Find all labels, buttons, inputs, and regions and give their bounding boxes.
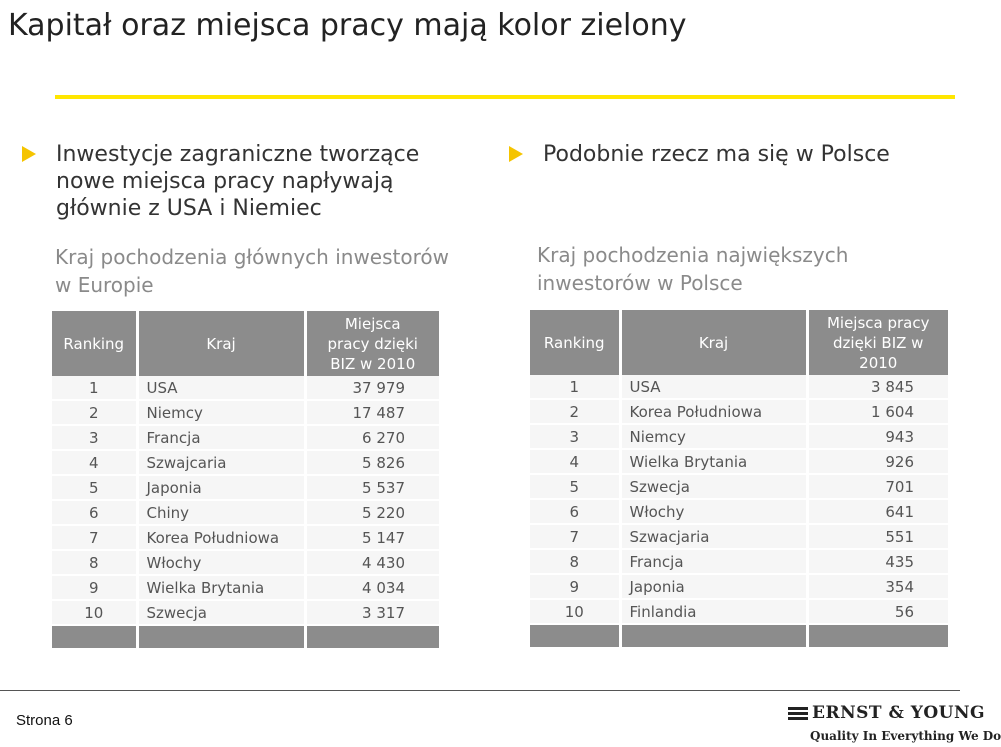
subheading-line: Kraj pochodzenia największych bbox=[537, 243, 849, 267]
table-row bbox=[52, 425, 439, 450]
bullet-arrow-icon bbox=[22, 146, 36, 162]
page-number: Strona 6 bbox=[16, 712, 73, 729]
table-row bbox=[530, 599, 948, 624]
table-row bbox=[530, 499, 948, 524]
jobs-cell: 5 147 bbox=[305, 525, 439, 550]
rank-cell: 5 bbox=[530, 474, 620, 499]
jobs-cell: 37 979 bbox=[305, 376, 439, 400]
footer-cell bbox=[807, 624, 948, 648]
jobs-cell: 56 bbox=[807, 599, 948, 624]
header-line: Miejsca pracy bbox=[826, 313, 930, 332]
bullet-arrow-icon bbox=[509, 146, 523, 162]
jobs-cell: 641 bbox=[807, 499, 948, 524]
rank-cell: 9 bbox=[530, 574, 620, 599]
subheading-line: inwestorów w Polsce bbox=[537, 271, 743, 295]
country-cell: Chiny bbox=[137, 500, 305, 525]
jobs-cell: 5 826 bbox=[305, 450, 439, 475]
ey-logo-icon bbox=[788, 707, 808, 725]
country-cell: Finlandia bbox=[620, 599, 807, 624]
bullet-line: Podobnie rzecz ma się w Polsce bbox=[543, 142, 890, 167]
jobs-cell: 5 220 bbox=[305, 500, 439, 525]
ernst-young-logo bbox=[788, 703, 1001, 747]
europe-investors-table bbox=[52, 311, 439, 650]
country-cell: Korea Południowa bbox=[137, 525, 305, 550]
country-cell: Francja bbox=[137, 425, 305, 450]
rank-cell: 8 bbox=[52, 550, 137, 575]
logo-name: ERNST & YOUNG bbox=[812, 703, 986, 723]
rank-cell: 4 bbox=[52, 450, 137, 475]
jobs-cell: 4 034 bbox=[305, 575, 439, 600]
footer-cell bbox=[530, 624, 620, 648]
rank-cell: 6 bbox=[530, 499, 620, 524]
footer-cell bbox=[620, 624, 807, 648]
country-cell: Wielka Brytania bbox=[137, 575, 305, 600]
table-row bbox=[530, 549, 948, 574]
table-row bbox=[52, 550, 439, 575]
table-row bbox=[530, 399, 948, 424]
rank-cell: 2 bbox=[530, 399, 620, 424]
table-row bbox=[52, 450, 439, 475]
table-row bbox=[52, 600, 439, 625]
jobs-cell: 3 845 bbox=[807, 375, 948, 399]
jobs-cell: 943 bbox=[807, 424, 948, 449]
rank-cell: 3 bbox=[530, 424, 620, 449]
table-row bbox=[530, 524, 948, 549]
country-cell: Włochy bbox=[620, 499, 807, 524]
rank-cell: 1 bbox=[52, 376, 137, 400]
country-cell: Japonia bbox=[620, 574, 807, 599]
jobs-cell: 354 bbox=[807, 574, 948, 599]
jobs-cell: 1 604 bbox=[807, 399, 948, 424]
country-cell: Włochy bbox=[137, 550, 305, 575]
country-cell: Francja bbox=[620, 549, 807, 574]
rank-cell: 7 bbox=[52, 525, 137, 550]
footer-cell bbox=[52, 625, 137, 649]
table-row bbox=[530, 474, 948, 499]
subheading-line: Kraj pochodzenia głównych inwestorów bbox=[55, 245, 449, 269]
country-cell: Wielka Brytania bbox=[620, 449, 807, 474]
jobs-cell: 3 317 bbox=[305, 600, 439, 625]
left-bullet bbox=[56, 141, 419, 222]
jobs-cell: 551 bbox=[807, 524, 948, 549]
footer-cell bbox=[305, 625, 439, 649]
country-cell: Niemcy bbox=[620, 424, 807, 449]
bullet-line: głównie z USA i Niemiec bbox=[56, 196, 322, 221]
footer-divider bbox=[0, 690, 960, 691]
table-row bbox=[52, 525, 439, 550]
poland-investors-table bbox=[530, 310, 948, 649]
rank-cell: 3 bbox=[52, 425, 137, 450]
header-line: dzięki BIZ w bbox=[833, 333, 924, 352]
rank-cell: 10 bbox=[530, 599, 620, 624]
column-header-country: Kraj bbox=[137, 311, 305, 376]
column-header-jobs bbox=[305, 311, 439, 376]
right-bullet bbox=[543, 141, 890, 168]
table-row bbox=[52, 500, 439, 525]
footer-cell bbox=[137, 625, 305, 649]
table-row bbox=[530, 574, 948, 599]
column-header-country: Kraj bbox=[620, 310, 807, 375]
country-cell: USA bbox=[620, 375, 807, 399]
country-cell: USA bbox=[137, 376, 305, 400]
rank-cell: 7 bbox=[530, 524, 620, 549]
rank-cell: 1 bbox=[530, 375, 620, 399]
jobs-cell: 701 bbox=[807, 474, 948, 499]
country-cell: Szwecja bbox=[620, 474, 807, 499]
slide-title: Kapitał oraz miejsca pracy mają kolor zielony bbox=[8, 8, 687, 43]
header-line: 2010 bbox=[859, 353, 898, 372]
rank-cell: 9 bbox=[52, 575, 137, 600]
table-row bbox=[52, 575, 439, 600]
table-row bbox=[530, 449, 948, 474]
column-header-jobs bbox=[807, 310, 948, 375]
jobs-cell: 435 bbox=[807, 549, 948, 574]
left-subheading bbox=[55, 243, 449, 299]
bullet-line: Inwestycje zagraniczne tworzące bbox=[56, 142, 420, 167]
country-cell: Japonia bbox=[137, 475, 305, 500]
table-row bbox=[52, 376, 439, 400]
rank-cell: 10 bbox=[52, 600, 137, 625]
logo-tagline: Quality In Everything We Do bbox=[810, 729, 1001, 743]
header-line: pracy dzięki bbox=[327, 334, 418, 353]
table-row bbox=[52, 400, 439, 425]
subheading-line: w Europie bbox=[55, 273, 154, 297]
jobs-cell: 926 bbox=[807, 449, 948, 474]
country-cell: Szwacjaria bbox=[620, 524, 807, 549]
rank-cell: 6 bbox=[52, 500, 137, 525]
country-cell: Niemcy bbox=[137, 400, 305, 425]
table-row bbox=[52, 475, 439, 500]
right-subheading bbox=[537, 241, 848, 297]
jobs-cell: 6 270 bbox=[305, 425, 439, 450]
header-line: Miejsca bbox=[344, 314, 401, 333]
rank-cell: 2 bbox=[52, 400, 137, 425]
rank-cell: 8 bbox=[530, 549, 620, 574]
rank-cell: 4 bbox=[530, 449, 620, 474]
jobs-cell: 17 487 bbox=[305, 400, 439, 425]
table-row bbox=[530, 375, 948, 399]
country-cell: Szwajcaria bbox=[137, 450, 305, 475]
table-row bbox=[530, 424, 948, 449]
country-cell: Szwecja bbox=[137, 600, 305, 625]
title-underline bbox=[55, 95, 955, 99]
table-footer-bar bbox=[52, 625, 439, 649]
rank-cell: 5 bbox=[52, 475, 137, 500]
country-cell: Korea Południowa bbox=[620, 399, 807, 424]
column-header-ranking: Ranking bbox=[530, 310, 620, 375]
table-footer-bar bbox=[530, 624, 948, 648]
bullet-line: nowe miejsca pracy napływają bbox=[56, 169, 394, 194]
header-line: BIZ w 2010 bbox=[330, 354, 416, 373]
jobs-cell: 5 537 bbox=[305, 475, 439, 500]
column-header-ranking: Ranking bbox=[52, 311, 137, 376]
jobs-cell: 4 430 bbox=[305, 550, 439, 575]
